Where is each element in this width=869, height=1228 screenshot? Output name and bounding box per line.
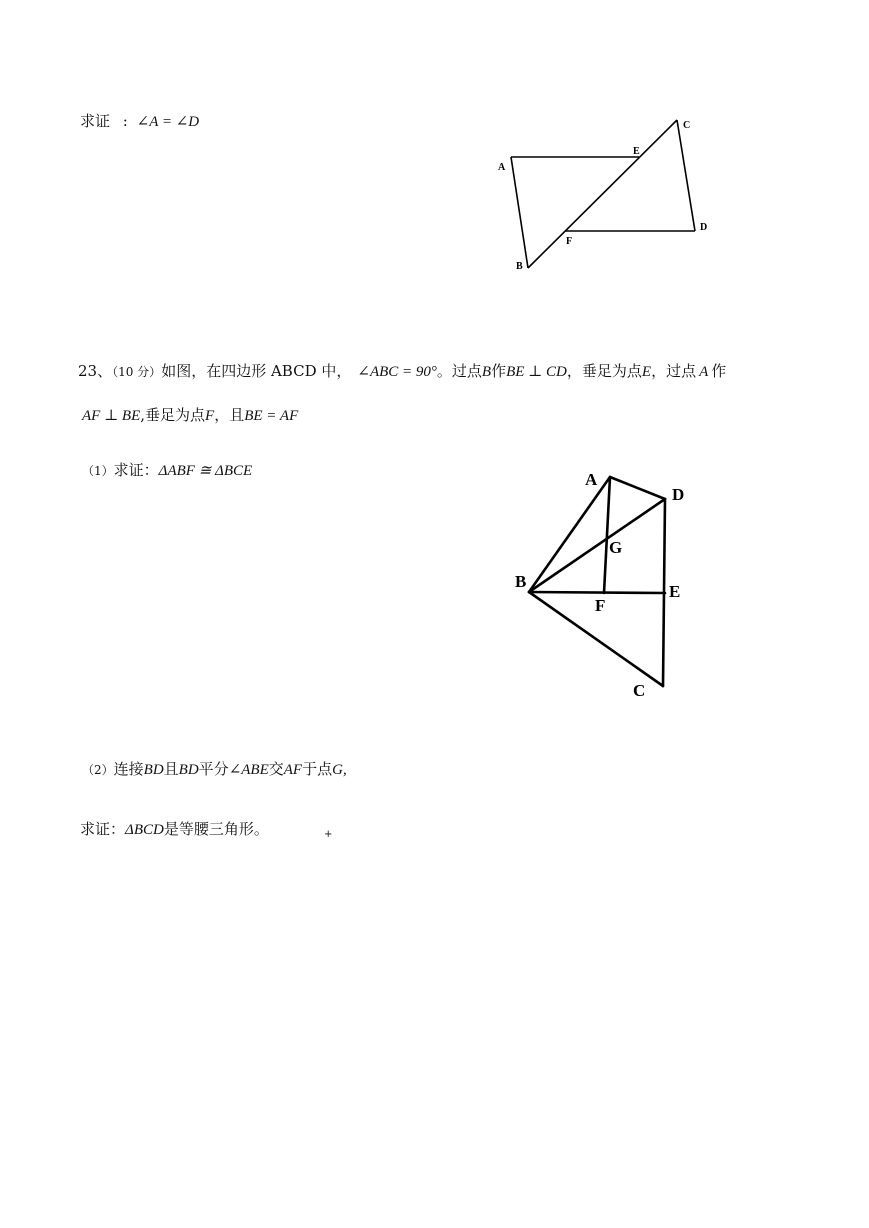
part-text: 于点 <box>302 760 333 778</box>
question-23-line-1 <box>78 364 726 380</box>
part-1 <box>82 463 252 479</box>
segment-BE <box>529 592 665 593</box>
math-expression: AF ⊥ BE <box>82 408 141 424</box>
segment-AF <box>604 477 610 593</box>
math-variable: B <box>481 364 492 380</box>
prove-colon: : <box>122 112 128 130</box>
math-variable: A <box>699 364 709 380</box>
point-label-A: A <box>585 470 598 489</box>
segment-AB <box>511 157 528 268</box>
part-text: 且 <box>163 760 179 778</box>
question-text: ,垂足为点 <box>140 406 206 424</box>
math-expression: ∠ABC = 90° <box>357 364 437 380</box>
question-text: 作 <box>711 362 727 380</box>
point-label-F: F <box>566 236 573 247</box>
point-label-B: B <box>515 572 527 591</box>
point-label-C: C <box>683 120 691 131</box>
question-text: 。过点 <box>436 362 482 380</box>
figure-1-diagram <box>495 115 715 275</box>
question-number: 23、 <box>78 362 113 380</box>
part-label: 求证： <box>113 461 159 479</box>
point-label-D: D <box>672 485 685 504</box>
math-variable: E <box>641 364 652 380</box>
math-expression: BE ⊥ CD <box>506 364 567 380</box>
part-number: （1） <box>82 464 114 478</box>
question-text: 作 <box>491 362 507 380</box>
point-label-D: D <box>700 222 708 233</box>
part-2 <box>82 762 347 778</box>
segment-AB <box>529 477 610 592</box>
math-variable: BD <box>178 762 199 778</box>
math-variable: F <box>205 408 215 424</box>
part-text: 交 <box>268 760 284 778</box>
question-text: ，垂足为点 <box>566 362 642 380</box>
part-text: 平分 <box>198 760 229 778</box>
math-variable: BD <box>143 762 164 778</box>
part-text: 连接 <box>113 760 144 778</box>
question-score: （10 分） <box>112 365 162 379</box>
prove-expression: ∠A = ∠D <box>136 114 200 130</box>
math-variable: G, <box>332 762 347 778</box>
math-expression: ∠ABE <box>228 762 269 778</box>
question-text: 如图，在四边形 ABCD 中， <box>161 362 352 380</box>
point-label-F: F <box>595 596 606 615</box>
point-label-G: G <box>609 538 623 557</box>
plus-mark: + <box>324 829 333 840</box>
segment-BD <box>529 499 665 592</box>
segment-CD <box>677 120 695 231</box>
math-expression: ΔABF ≅ ΔBCE <box>158 463 253 479</box>
segment-BC <box>528 120 677 268</box>
prove-prefix: 求证 <box>80 112 111 130</box>
point-label-E: E <box>669 582 681 601</box>
point-label-B: B <box>516 261 523 272</box>
question-23-line-2 <box>82 408 298 424</box>
prove-statement-1 <box>80 114 199 130</box>
math-variable: AF <box>283 762 303 778</box>
segment-AD <box>610 477 665 499</box>
math-expression: BE = AF <box>244 408 299 424</box>
figure-2-diagram <box>510 468 710 703</box>
question-text: ，过点 <box>651 362 697 380</box>
point-label-E: E <box>633 146 640 157</box>
point-label-C: C <box>633 681 646 700</box>
segment-DC <box>663 499 665 686</box>
point-label-A: A <box>498 162 506 173</box>
prove-tail: 是等腰三角形。 <box>163 820 269 838</box>
part-number: （2） <box>82 763 114 777</box>
question-text: ，且 <box>214 406 245 424</box>
prove-label: 求证： <box>80 820 126 838</box>
math-expression: ΔBCD <box>125 822 164 838</box>
part-2-prove <box>80 822 269 838</box>
